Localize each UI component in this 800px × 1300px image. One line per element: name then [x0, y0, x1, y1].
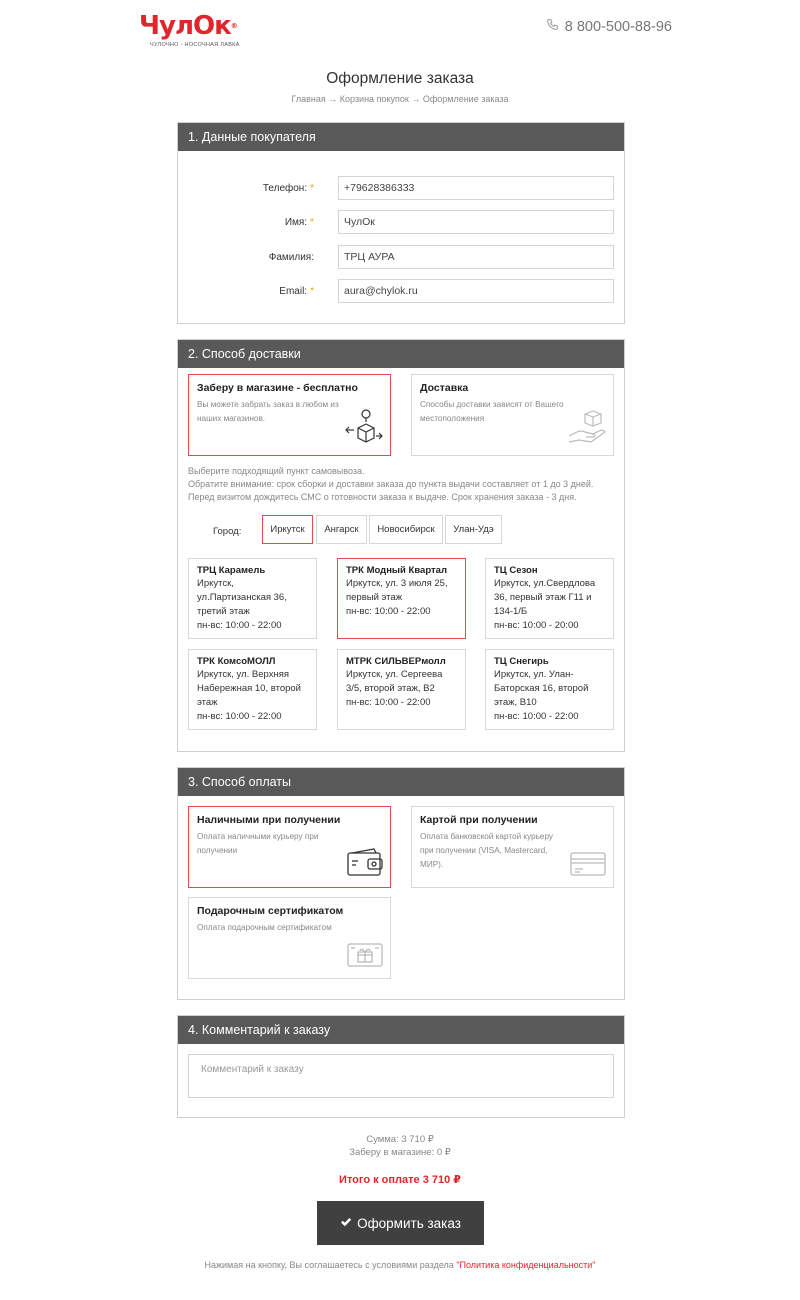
header-phone[interactable] — [546, 18, 672, 35]
payment-option-title: Картой при получении — [420, 814, 538, 826]
comment-textarea[interactable]: Комментарий к заказу — [188, 1054, 614, 1098]
delivery-option-courier[interactable] — [411, 374, 614, 456]
required-mark: * — [310, 286, 314, 297]
store-address: Иркутск, ул. Сергеева 3/5, второй этаж, В2 — [346, 669, 443, 694]
phone-input[interactable]: +79628386333 — [338, 176, 614, 200]
pickup-box-icon — [344, 406, 384, 451]
delivery-option-pickup[interactable] — [188, 374, 391, 456]
wallet-icon — [346, 848, 384, 883]
delivery-option-title: Доставка — [420, 382, 469, 394]
logo-subtitle: ЧУЛОЧНО - НОСОЧНАЯ ЛАВКА — [150, 42, 240, 48]
name-label: Имя: * — [284, 217, 314, 228]
sum-line: Сумма: 3 710 ₽ — [366, 1134, 434, 1145]
breadcrumb-cart[interactable]: Корзина покупок — [339, 94, 409, 104]
submit-order-button[interactable] — [317, 1201, 484, 1245]
hand-package-icon — [567, 410, 607, 451]
surname-input[interactable]: ТРЦ АУРА — [338, 245, 614, 269]
store-address: Иркутск, ул.Свердлова 36, первый этаж Г11 и 134-1/Б — [494, 578, 596, 617]
breadcrumb-current: Оформление заказа — [422, 94, 509, 104]
total-line: Итого к оплате 3 710 ₽ — [339, 1174, 461, 1186]
store-card[interactable] — [485, 558, 614, 639]
city-tab-ulan-ude[interactable]: Улан-Удэ — [445, 515, 502, 544]
store-address: Иркутск, ул. Улан-Баторская 16, второй этаж, В10 — [494, 669, 589, 708]
payment-option-desc: Оплата подарочным сертификатом — [197, 923, 332, 932]
store-name: ТРК КомсоМОЛЛ — [197, 656, 276, 667]
buyer-section-heading: 1. Данные покупателя — [178, 123, 624, 151]
name-input[interactable]: ЧулОк — [338, 210, 614, 234]
store-card[interactable] — [337, 649, 466, 730]
store-card[interactable] — [188, 558, 317, 639]
payment-section-heading: 3. Способ оплаты — [178, 768, 624, 796]
breadcrumb-separator: → — [411, 94, 421, 104]
name-row — [178, 210, 624, 234]
surname-label: Фамилия: — [268, 252, 314, 263]
page-title: Оформление заказа — [326, 70, 474, 87]
logo-registered-mark: ® — [230, 22, 237, 30]
phone-icon — [546, 18, 559, 35]
store-hours: пн-вс: 10:00 - 22:00 — [197, 711, 282, 722]
buyer-section — [177, 122, 625, 324]
payment-option-gift-certificate[interactable] — [188, 897, 391, 979]
breadcrumb-separator: → — [328, 94, 338, 104]
email-row — [178, 279, 624, 303]
payment-option-desc: Оплата банковской картой курьеру при получении (VISA, Mastercard, МИР). — [420, 832, 554, 869]
payment-option-desc: Оплата наличными курьеру при получении — [197, 832, 319, 855]
store-hours: пн-вс: 10:00 - 22:00 — [197, 620, 282, 631]
store-name: МТРК СИЛЬВЕРмолл — [346, 656, 446, 667]
site-header — [0, 0, 800, 60]
store-name: ТРК Модный Квартал — [346, 565, 447, 576]
store-address: Иркутск, ул. Верхняя Набережная 10, второй этаж — [197, 669, 301, 708]
logo-text: ЧулОк — [139, 11, 231, 41]
city-tab-novosibirsk[interactable]: Новосибирск — [369, 515, 443, 544]
comment-section — [177, 1015, 625, 1118]
phone-row — [178, 176, 624, 200]
breadcrumb — [0, 94, 800, 104]
delivery-option-desc: Вы можете забрать заказ в любом из наших магазинов. — [197, 400, 339, 423]
payment-option-title: Подарочным сертификатом — [197, 905, 344, 917]
submit-order-label: Оформить заказ — [357, 1215, 461, 1231]
store-name: ТЦ Снегирь — [494, 656, 549, 667]
city-tab-irkutsk[interactable]: Иркутск — [262, 515, 313, 544]
pickup-cost-line: Заберу в магазине: 0 ₽ — [349, 1147, 451, 1158]
delivery-option-title: Заберу в магазине - бесплатно — [197, 382, 358, 394]
delivery-section-heading: 2. Способ доставки — [178, 340, 624, 368]
store-hours: пн-вс: 10:00 - 22:00 — [494, 711, 579, 722]
delivery-option-desc: Способы доставки зависят от Вашего местоположения — [420, 400, 564, 423]
phone-label: Телефон: * — [262, 183, 314, 194]
store-card[interactable] — [188, 649, 317, 730]
credit-card-icon — [569, 850, 607, 883]
pickup-note: Выберите подходящий пункт самовывоза. Обратите внимание: срок сборки и доставки заказа до пункта выдачи составляет от 1 до 3 дней. Перед визитом дождитесь СМС о готовности заказа к выдаче. Срок хранения заказа - 3 дня. — [188, 466, 594, 502]
email-input[interactable]: aura@chylok.ru — [338, 279, 614, 303]
privacy-policy-link[interactable]: "Политика конфиденциальности" — [456, 1260, 596, 1270]
logo[interactable] — [139, 12, 240, 48]
store-address: Иркутск, ул.Партизанская 36, третий этаж — [197, 578, 287, 617]
store-hours: пн-вс: 10:00 - 22:00 — [346, 606, 431, 617]
store-card-selected[interactable] — [337, 558, 466, 639]
store-name: ТЦ Сезон — [494, 565, 538, 576]
check-icon — [340, 1216, 352, 1231]
breadcrumb-home[interactable]: Главная — [291, 94, 326, 104]
agreement-text: Нажимая на кнопку, Вы соглашаетесь с условиями раздела "Политика конфиденциальности" — [204, 1260, 596, 1270]
city-tab-angarsk[interactable]: Ангарск — [316, 515, 367, 544]
email-label: Email: * — [279, 286, 314, 297]
store-card[interactable] — [485, 649, 614, 730]
payment-section — [177, 767, 625, 1000]
payment-option-cash[interactable] — [188, 806, 391, 888]
delivery-section — [177, 339, 625, 752]
payment-option-card[interactable] — [411, 806, 614, 888]
store-hours: пн-вс: 10:00 - 20:00 — [494, 620, 579, 631]
gift-certificate-icon — [346, 941, 384, 974]
city-label: Город: — [213, 526, 242, 537]
store-address: Иркутск, ул. 3 июля 25, первый этаж — [346, 578, 448, 603]
phone-number: 8 800-500-88-96 — [564, 18, 672, 35]
comment-section-heading: 4. Комментарий к заказу — [178, 1016, 624, 1044]
store-name: ТРЦ Карамель — [197, 565, 266, 576]
store-hours: пн-вс: 10:00 - 22:00 — [346, 697, 431, 708]
surname-row — [178, 245, 624, 269]
required-mark: * — [310, 217, 314, 228]
payment-option-title: Наличными при получении — [197, 814, 341, 826]
required-mark: * — [310, 183, 314, 194]
